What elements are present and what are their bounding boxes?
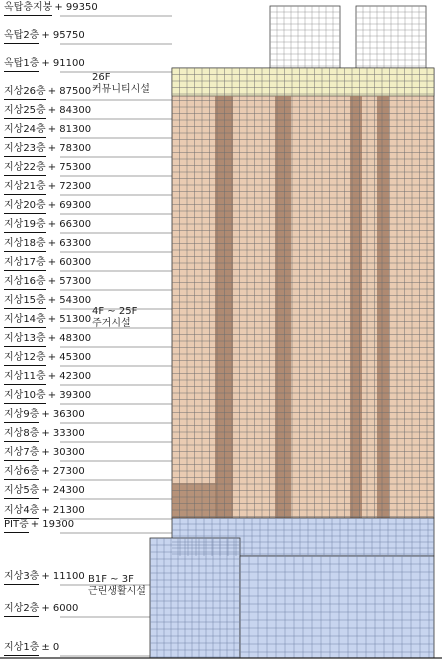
level-name: 지상2층	[4, 603, 39, 617]
level-name: 지상20층	[4, 200, 46, 214]
level-name: 지상14층	[4, 314, 46, 328]
zone-community-range: 26F	[92, 72, 111, 83]
accent-column	[275, 96, 291, 518]
level-label	[4, 219, 91, 233]
level-name: 지상22층	[4, 162, 46, 176]
level-label	[4, 390, 91, 404]
accent-column	[377, 96, 389, 518]
level-elevation: + 60300	[47, 257, 92, 268]
level-label	[4, 30, 85, 44]
level-elevation: + 6000	[41, 603, 79, 614]
level-label	[4, 352, 91, 366]
level-name: 지상3층	[4, 571, 39, 585]
level-elevation: + 33300	[41, 428, 85, 439]
level-name: 지상11층	[4, 371, 46, 385]
zone-residential-range: 4F ~ 25F	[92, 306, 138, 317]
level-name: 지상17층	[4, 257, 46, 271]
level-label	[4, 162, 91, 176]
level-label	[4, 505, 85, 519]
level-name: 옥탑층지붕	[4, 2, 52, 16]
zone-residential-label	[92, 306, 137, 330]
level-elevation: + 63300	[47, 238, 92, 249]
level-name: 지상9층	[4, 409, 39, 423]
level-elevation: + 87500	[47, 86, 92, 97]
level-elevation: + 99350	[54, 2, 98, 13]
level-elevation: + 45300	[47, 352, 92, 363]
level-name: 지상12층	[4, 352, 46, 366]
level-name: 지상23층	[4, 143, 46, 157]
level-elevation: + 72300	[47, 181, 92, 192]
level-name: 지상19층	[4, 219, 46, 233]
level-label	[4, 428, 85, 442]
level-elevation: + 24300	[41, 485, 85, 496]
level-name: 옥탑1층	[4, 58, 39, 72]
level-name: 지상21층	[4, 181, 46, 195]
level-label	[4, 333, 91, 347]
level-label	[4, 257, 91, 271]
level-name: 지상8층	[4, 428, 39, 442]
level-elevation: + 84300	[47, 105, 92, 116]
level-name: 지상25층	[4, 105, 46, 119]
zone-residential-use: 주거시설	[92, 318, 131, 329]
level-label	[4, 181, 91, 195]
level-elevation: + 95750	[41, 30, 85, 41]
level-label	[4, 447, 85, 461]
level-elevation: + 78300	[47, 143, 92, 154]
level-label	[4, 409, 85, 423]
level-label	[4, 371, 91, 385]
level-label	[4, 105, 91, 119]
level-label	[4, 466, 85, 480]
level-name: 지상4층	[4, 505, 39, 519]
level-elevation: ± 0	[41, 642, 60, 653]
community-band	[172, 68, 434, 96]
level-label	[4, 571, 85, 585]
level-name: 지상10층	[4, 390, 46, 404]
level-label	[4, 200, 91, 214]
level-label	[4, 58, 85, 72]
level-elevation: + 69300	[47, 200, 92, 211]
level-label	[4, 314, 91, 328]
level-name: 지상7층	[4, 447, 39, 461]
level-label	[4, 642, 59, 656]
level-name: 지상13층	[4, 333, 46, 347]
level-name: PIT층	[4, 519, 29, 533]
level-elevation: + 81300	[47, 124, 92, 135]
level-name: 지상15층	[4, 295, 46, 309]
zone-retail-label	[88, 574, 146, 598]
level-label	[4, 2, 98, 16]
level-elevation: + 21300	[41, 505, 85, 516]
level-elevation: + 19300	[30, 519, 75, 530]
level-label	[4, 485, 85, 499]
level-elevation: + 39300	[47, 390, 92, 401]
level-elevation: + 42300	[47, 371, 92, 382]
level-name: 지상6층	[4, 466, 39, 480]
level-name: 지상26층	[4, 86, 46, 100]
zone-community-use: 커뮤니티시설	[92, 84, 150, 95]
level-label	[4, 143, 91, 157]
level-name: 지상16층	[4, 276, 46, 290]
level-elevation: + 11100	[41, 571, 85, 582]
tower-body	[172, 68, 434, 518]
podium-left-block	[150, 538, 240, 658]
level-elevation: + 30300	[41, 447, 85, 458]
level-elevation: + 51300	[47, 314, 92, 325]
level-name: 지상24층	[4, 124, 46, 138]
level-label	[4, 519, 74, 533]
level-label	[4, 86, 91, 100]
level-elevation: + 75300	[47, 162, 92, 173]
podium-right-block	[240, 556, 434, 658]
level-name: 지상18층	[4, 238, 46, 252]
level-elevation: + 57300	[47, 276, 92, 287]
level-elevation: + 27300	[41, 466, 85, 477]
level-label	[4, 276, 91, 290]
level-label	[4, 124, 91, 138]
level-name: 지상1층	[4, 642, 39, 656]
level-name: 지상5층	[4, 485, 39, 499]
level-elevation: + 48300	[47, 333, 92, 344]
level-name: 옥탑2층	[4, 30, 39, 44]
level-elevation: + 66300	[47, 219, 92, 230]
level-elevation: + 36300	[41, 409, 85, 420]
level-label	[4, 238, 91, 252]
accent-column	[215, 96, 233, 518]
level-label	[4, 295, 91, 309]
level-elevation: + 91100	[41, 58, 85, 69]
zone-community-label	[92, 72, 150, 96]
level-label	[4, 603, 78, 617]
level-elevation: + 54300	[47, 295, 92, 306]
zone-retail-use: 근린생활시설	[88, 586, 146, 597]
zone-retail-range: B1F ~ 3F	[88, 574, 134, 585]
